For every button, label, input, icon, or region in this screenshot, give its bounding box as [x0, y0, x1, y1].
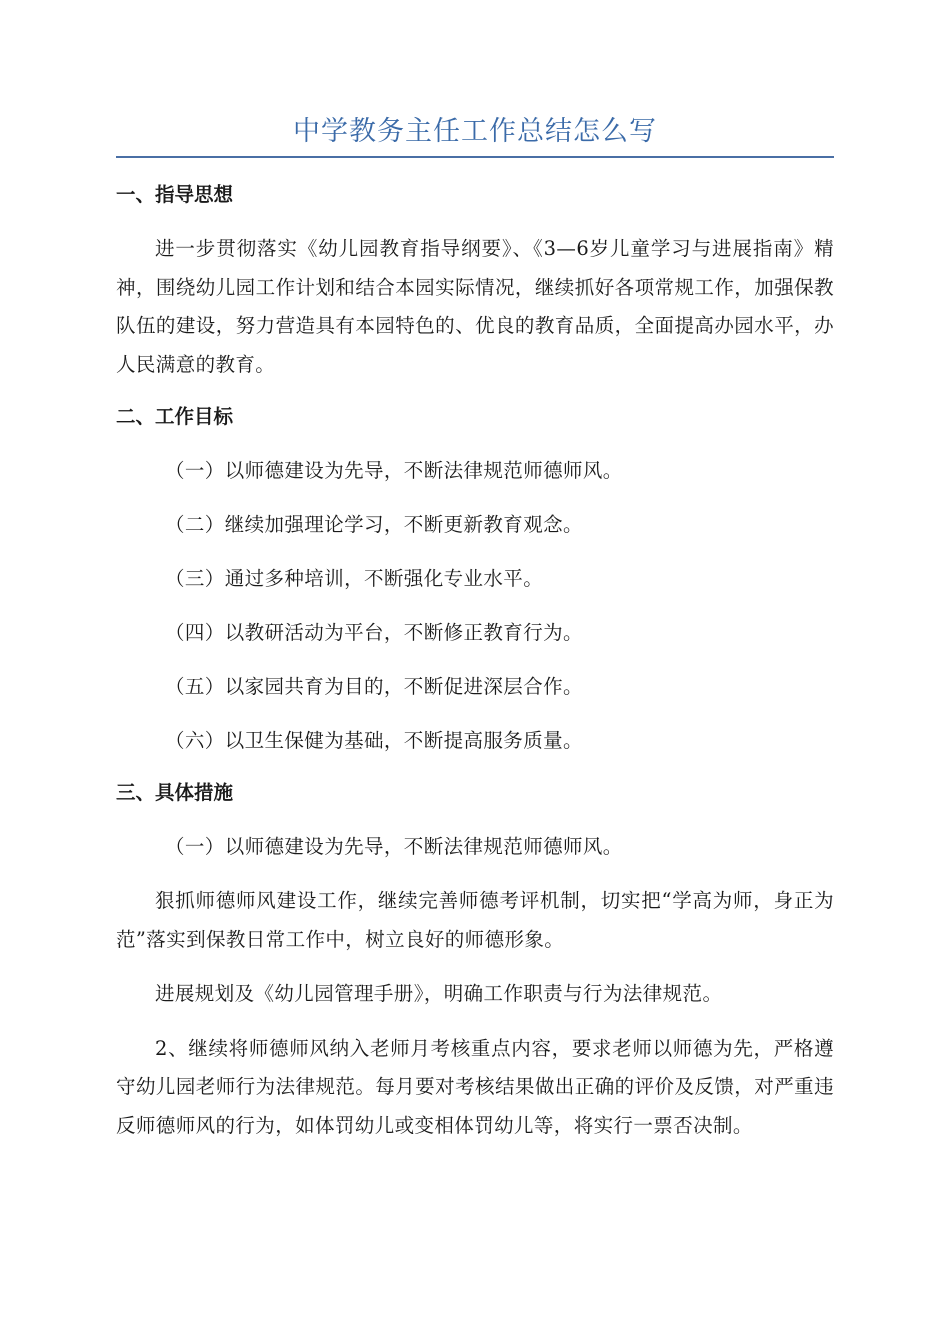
goal-item: （二）继续加强理论学习，不断更新教育观念。 [165, 513, 583, 536]
measure-paragraph: 2、继续将师德师风纳入老师月考核重点内容，要求老师以师德为先，严格遵守幼儿园老师行为法律规范。每月要对考核结果做出正确的评价及反馈，对严重违反师德师风的行为，如体罚幼儿或变相体罚幼儿等，将实行一票否决制。 [116, 1036, 834, 1137]
goal-item: （三）通过多种培训，不断强化专业水平。 [165, 567, 544, 590]
section-heading-specific-measures: 三、具体措施 [116, 781, 234, 804]
measure-paragraph: 进展规划及《幼儿园管理手册》，明确工作职责与行为法律规范。 [155, 982, 723, 1005]
measure-subheading: （一）以师德建设为先导，不断法律规范师德师风。 [165, 835, 623, 858]
page-title: 中学教务主任工作总结怎么写 [293, 116, 657, 147]
measure-paragraph: 狠抓师德师风建设工作，继续完善师德考评机制，切实把“学高为师，身正为范”落实到保教日常工作中，树立良好的师德形象。 [116, 889, 834, 951]
paragraph-guiding-thought: 进一步贯彻落实《幼儿园教育指导纲要》、《3—6岁儿童学习与进展指南》精神，围绕幼儿园工作计划和结合本园实际情况，继续抓好各项常规工作，加强保教队伍的建设，努力营造具有本园特色的、优良的教育品质，全面提高办园水平，办人民满意的教育。 [116, 237, 834, 376]
goal-item: （六）以卫生保健为基础，不断提高服务质量。 [165, 729, 583, 752]
section-heading-guiding-thought: 一、指导思想 [116, 183, 234, 206]
section-heading-work-goals: 二、工作目标 [116, 405, 234, 428]
title-block [116, 112, 834, 158]
goal-item: （一）以师德建设为先导，不断法律规范师德师风。 [165, 459, 623, 482]
document-body [116, 178, 834, 1161]
goal-item: （五）以家园共育为目的，不断促进深层合作。 [165, 675, 583, 698]
goal-item: （四）以教研活动为平台，不断修正教育行为。 [165, 621, 583, 644]
